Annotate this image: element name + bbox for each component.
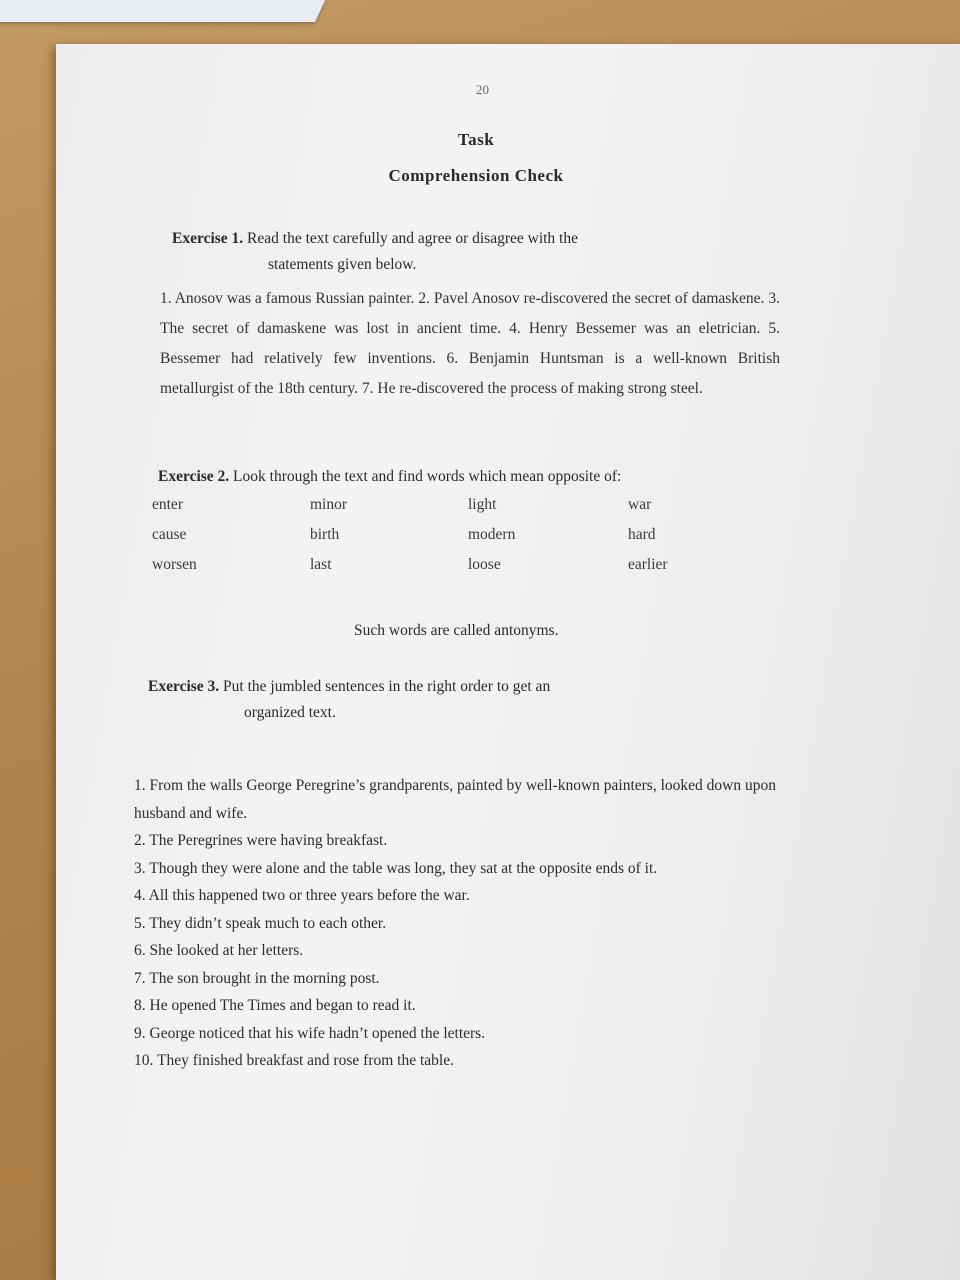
exercise-3-label: Exercise 3. — [148, 678, 220, 695]
list-item: 10. They finished breakfast and rose from the table. — [134, 1052, 454, 1069]
paper-note-corner — [0, 0, 325, 22]
word-item: modern — [468, 526, 516, 543]
list-item: 5. They didn’t speak much to each other. — [134, 914, 387, 932]
exercise-3-instruction-line1: Put the jumbled sentences in the right order to get an — [223, 678, 551, 695]
exercise-2-instruction: Look through the text and find words which mean opposite of: — [233, 468, 622, 485]
antonym-word-grid — [152, 494, 792, 576]
exercise-1-statements: 1. Anosov was a famous Russian painter. 2. Pavel Anosov re-discovered the secret of damaskene. 3. The secret of damaskene was lost in ancient time. 4. Henry Bessemer was an eletrician. 5. Bessemer had relatively few inventions. 6. Benjamin Huntsman is a well-known British metallurgist of the 18th century. 7. He re-discovered the process of making strong steel. — [160, 290, 780, 397]
worksheet-page — [56, 44, 960, 1280]
list-item: 2. The Peregrines were having breakfast. — [134, 832, 388, 849]
word-item: last — [310, 556, 332, 573]
word-item: earlier — [628, 556, 668, 573]
exercise-3-instruction-line2: organized text. — [244, 704, 336, 721]
exercise-1-instruction-line1: Read the text carefully and agree or disagree with the — [247, 230, 578, 247]
list-item: 8. He opened The Times and began to read it. — [134, 997, 416, 1014]
antonyms-note: Such words are called antonyms. — [354, 622, 559, 639]
task-title: Task — [457, 130, 495, 149]
exercise-2-label: Exercise 2. — [158, 468, 230, 485]
word-item: birth — [310, 526, 340, 543]
jumbled-sentence-list — [134, 772, 794, 1075]
word-item: light — [468, 496, 497, 513]
list-item: 3. Though they were alone and the table was long, they sat at the opposite ends of it. — [134, 859, 658, 877]
list-item: 6. She looked at her letters. — [134, 942, 304, 959]
exercise-1-label: Exercise 1. — [172, 230, 244, 247]
section-title: Comprehension Check — [388, 166, 564, 185]
word-item: cause — [152, 526, 187, 543]
exercise-1-heading — [172, 226, 692, 278]
word-item: enter — [152, 496, 183, 513]
list-item: 9. George noticed that his wife hadn’t opened the letters. — [134, 1024, 486, 1042]
list-item: 7. The son brought in the morning post. — [134, 969, 380, 987]
list-item: 4. All this happened two or three years before the war. — [134, 887, 470, 904]
page-number: 20 — [476, 82, 489, 97]
word-item: loose — [468, 556, 501, 573]
exercise-1-instruction-line2: statements given below. — [268, 256, 417, 273]
word-item: minor — [310, 496, 348, 513]
exercise-3-heading — [148, 674, 668, 726]
word-item: worsen — [152, 556, 197, 573]
word-item: war — [628, 496, 652, 513]
list-item: 1. From the walls George Peregrine’s grandparents, painted by well-known painters, looked down upon husband and wife. — [134, 777, 776, 822]
word-item: hard — [628, 526, 656, 543]
exercise-2-heading — [158, 464, 778, 490]
